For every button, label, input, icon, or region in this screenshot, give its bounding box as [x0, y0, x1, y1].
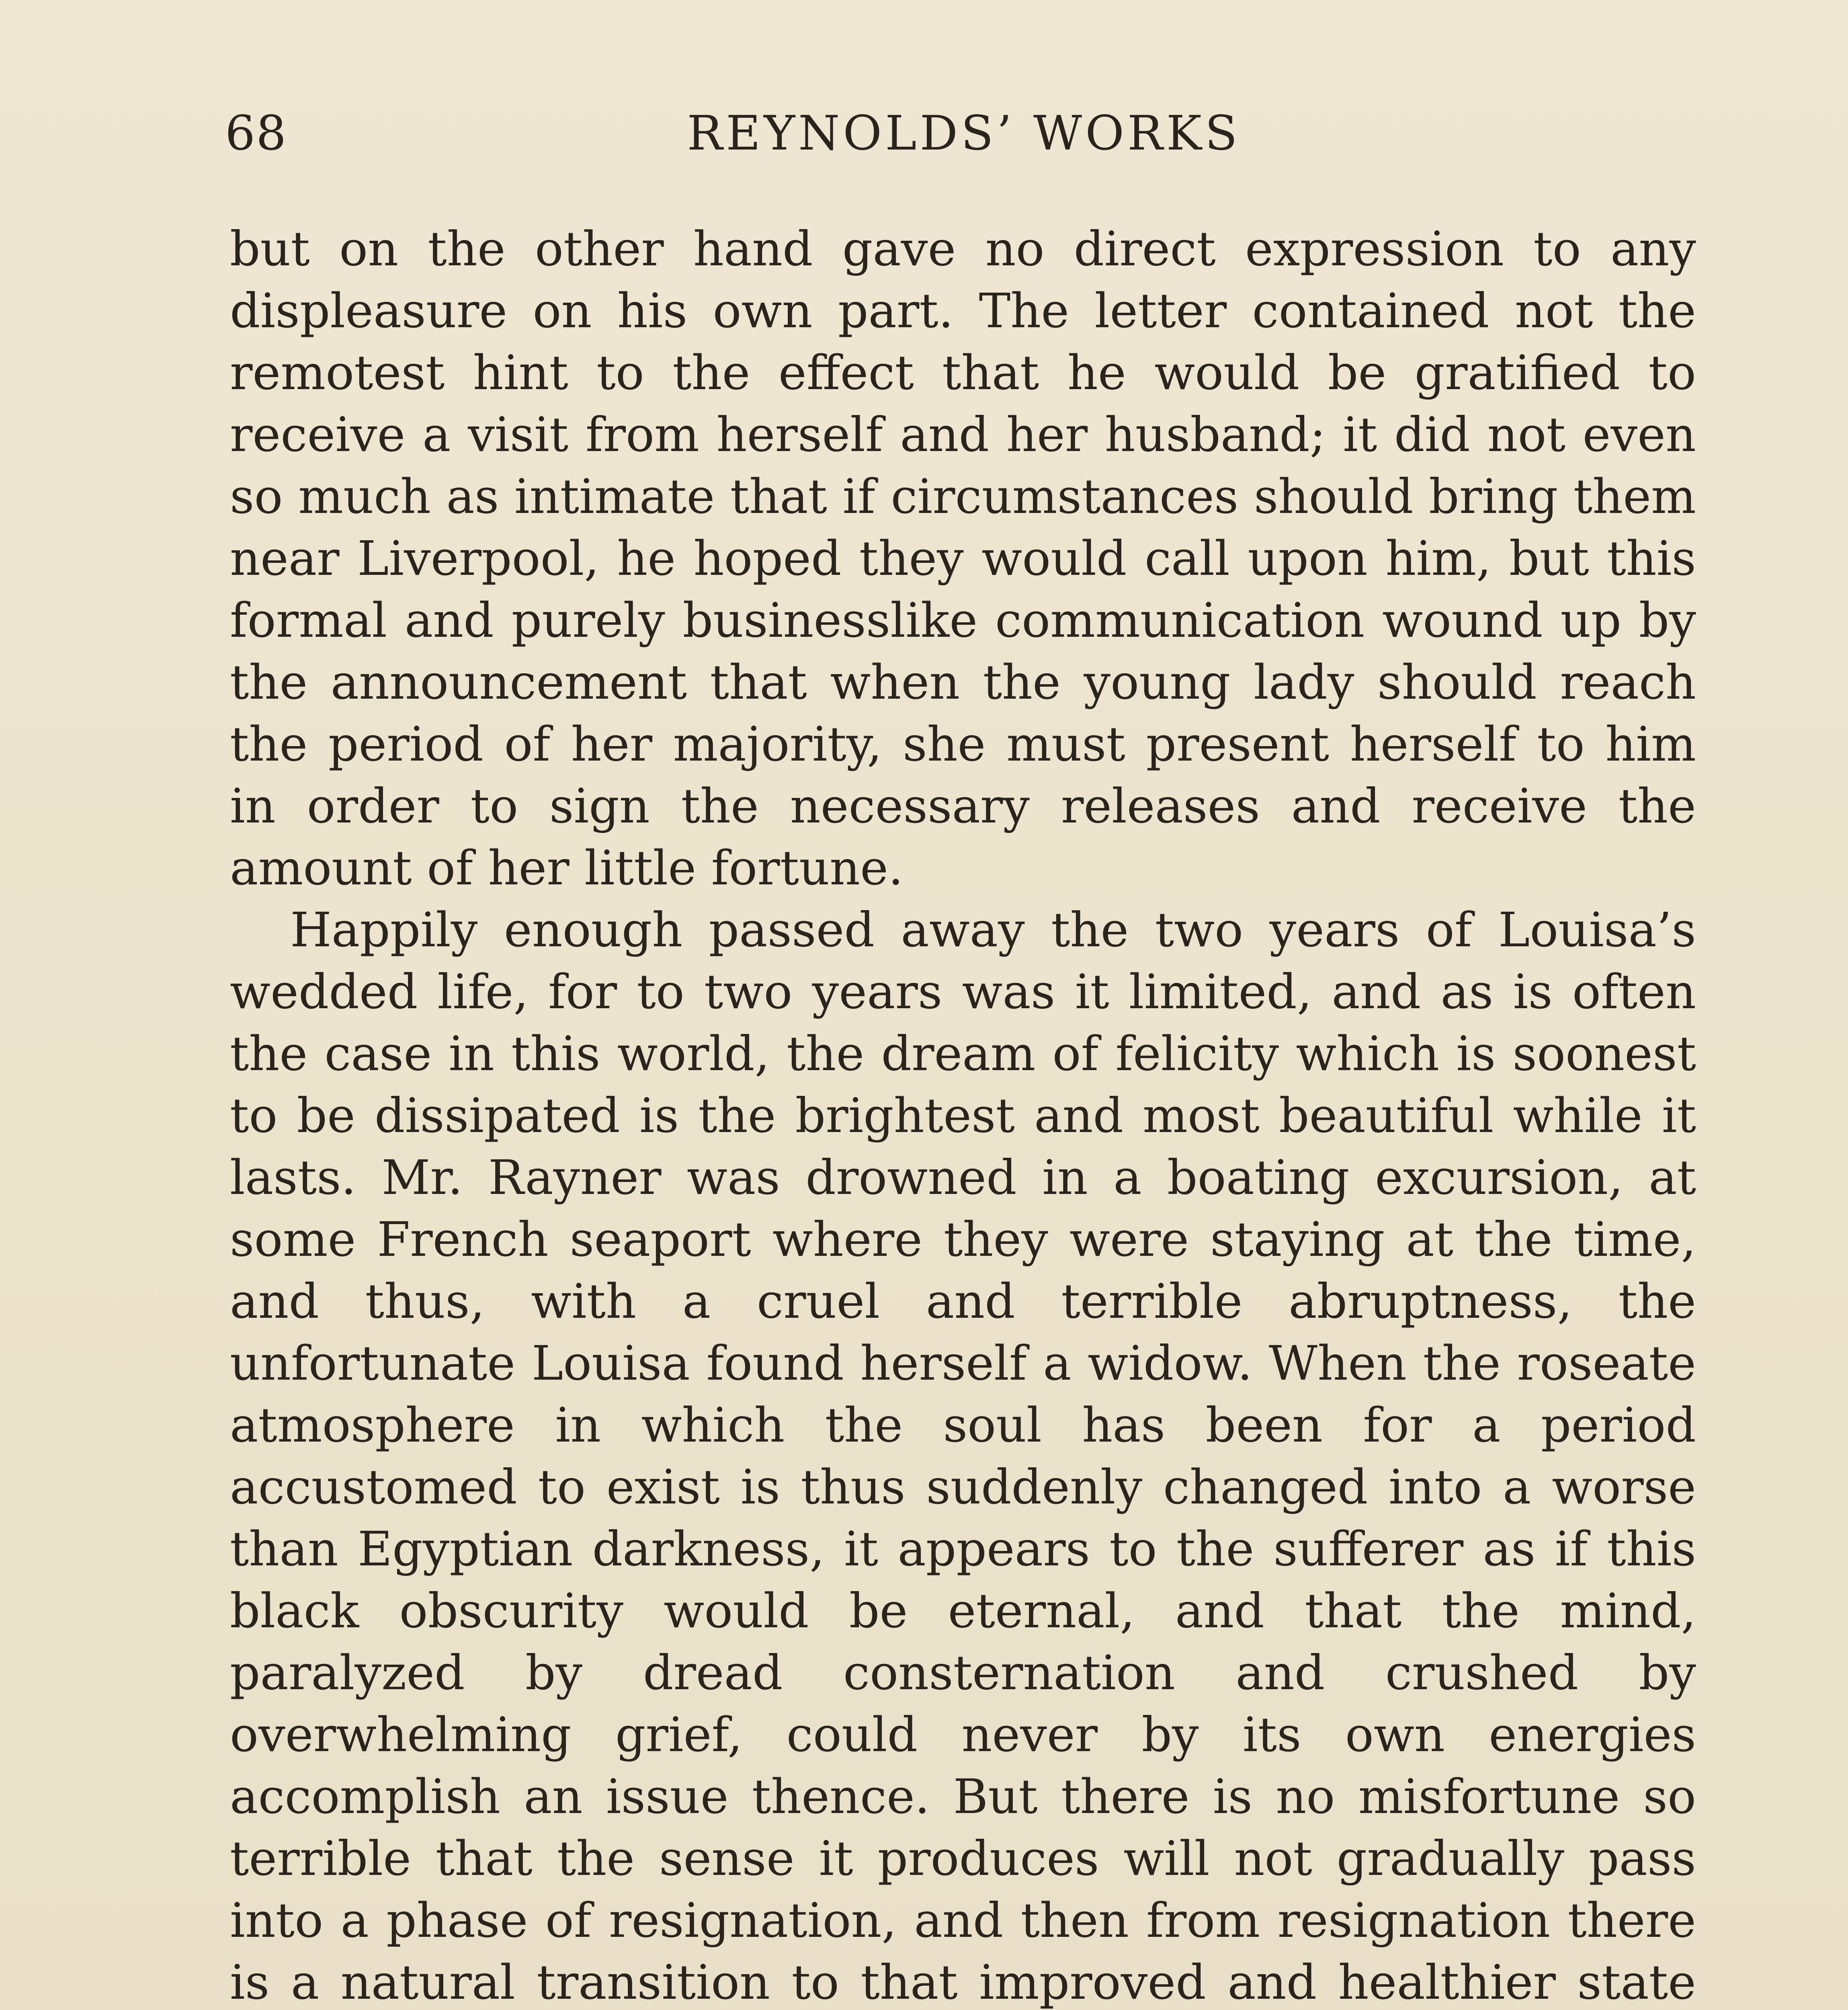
page-number: 68	[225, 105, 287, 161]
running-head: REYNOLDS’ WORKS	[687, 105, 1241, 161]
paragraph-2: Happily enough passed away the two years of Louisa’s wedded life, for to two years was it limited, and as is often the case in this world, the dream of felicity which is soonest to be dissipated is the brightest and most beautiful while it lasts. Mr. Rayner was drowned in a boating excursion, at some French seaport where they were staying at the time, and thus, with a cruel and terrible abruptness, the unfortunate Louisa found herself a widow. When the roseate atmosphere in which the soul has been for a period accustomed to exist is thus suddenly changed into a worse than Egyptian darkness, it appears to the sufferer as if this black obscurity would be eternal, and that the mind, paralyzed by dread consternation and crushed by overwhelming grief, could never by its own energies accomplish an issue thence. But there is no misfortune so terrible that the sense it produces will not gradually pass into a phase of resignation, and then from resignation there is a natural transition to that improved and healthier state	[230, 902, 1696, 2010]
body-text	[230, 218, 1696, 2010]
paragraph-1: but on the other hand gave no direct expression to any displeasure on his own part. The letter contained not the remotest hint to the effect that he would be gratified to receive a visit from herself and her husband; it did not even so much as intimate that if circumstances should bring them near Liverpool, he hoped they would call upon him, but this formal and purely businesslike communication wound up by the announcement that when the young lady should reach the period of her majority, she must present herself to him in order to sign the necessary releases and receive the amount of her little fortune.	[230, 221, 1696, 896]
page-header	[225, 105, 1703, 170]
